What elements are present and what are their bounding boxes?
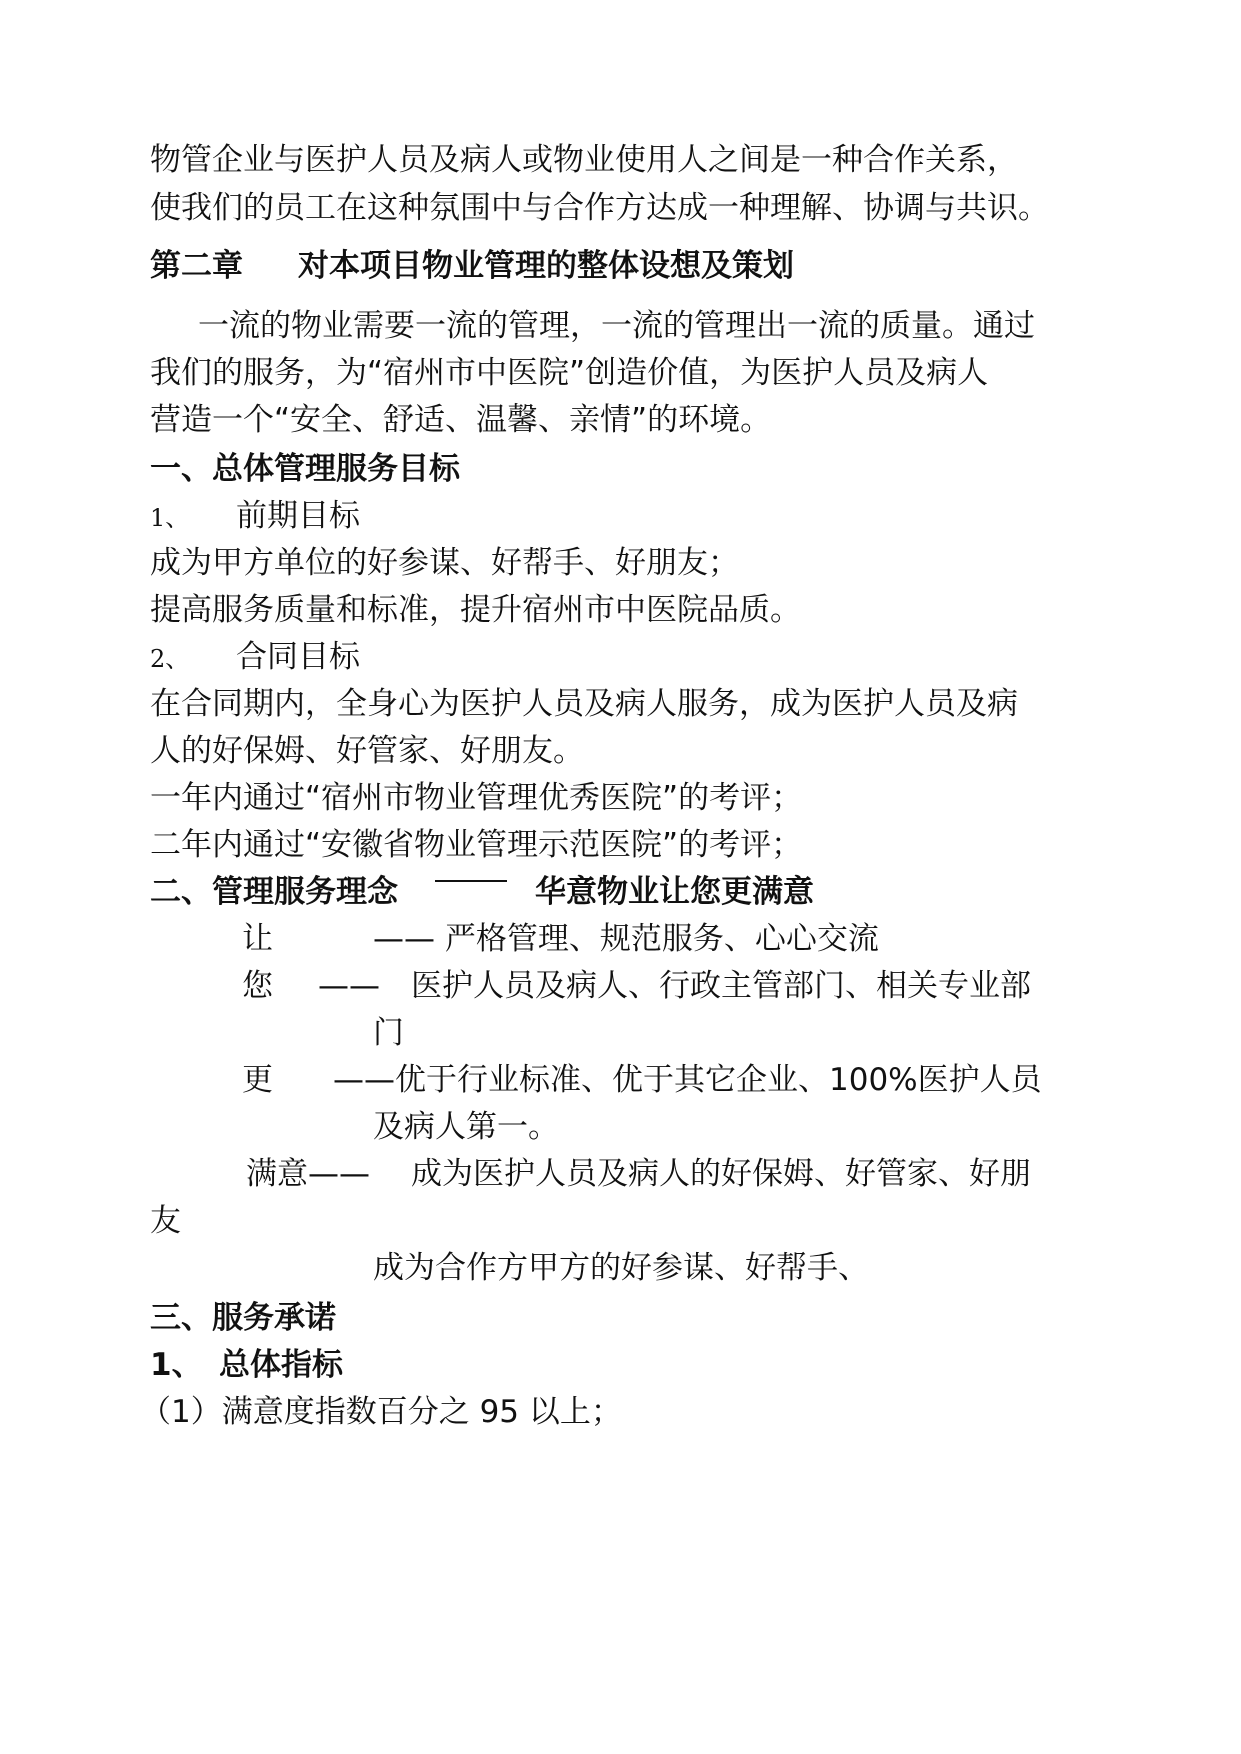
goal-line: 提高服务质量和标准，提升宿州市中医院品质。 [150,592,801,628]
concept-key: 让 [242,921,273,957]
goal-number: 1、 [150,504,190,532]
subsection-title: 总体指标 [219,1347,343,1383]
chapter-heading [150,240,1110,292]
concept-value: —— 严格管理、规范服务、心心交流 [373,921,879,957]
subsection-heading [150,1339,1110,1391]
goal-line: 人的好保姆、好管家、好朋友。 [150,733,584,769]
concept-value: 门 [373,1015,404,1051]
goal-line: 成为甲方单位的好参谋、好帮手、好朋友； [150,545,739,581]
goal-label: 前期目标 [236,498,360,534]
concept-value: 医护人员及病人、行政主管部门、相关专业部 [411,968,1031,1004]
intro-line: 我们的服务，为“宿州市中医院”创造价值，为医护人员及病人 [150,355,989,391]
dash-rule [435,880,507,882]
concept-value: 成为合作方甲方的好参谋、好帮手、 [373,1250,869,1286]
concept-value: 成为医护人员及病人的好保姆、好管家、好朋 [411,1156,1031,1192]
concept-value: 友 [150,1203,181,1239]
paragraph-line: 使我们的员工在这种氛围中与合作方达成一种理解、协调与共识。 [150,190,1049,226]
goal-line: 在合同期内，全身心为医护人员及病人服务，成为医护人员及病 [150,686,1018,722]
section-heading [150,866,1110,918]
concept-value: ——优于行业标准、优于其它企业、100%医护人员 [333,1062,1042,1098]
list-item: （1）满意度指数百分之 95 以上； [140,1394,622,1430]
goal-heading [150,631,1110,683]
goal-number: 2、 [150,645,190,673]
goal-heading [150,490,1110,542]
intro-line: 一流的物业需要一流的管理，一流的管理出一流的质量。通过 [198,308,1035,344]
subsection-number: 1、 [150,1347,203,1383]
paragraph-line: 物管企业与医护人员及病人或物业使用人之间是一种合作关系， [150,142,1018,178]
intro-line: 营造一个“安全、舒适、温馨、亲情”的环境。 [150,402,772,438]
section-slogan: 华意物业让您更满意 [535,874,814,910]
goal-label: 合同目标 [236,639,360,675]
concept-key: 满意—— [246,1156,370,1192]
section-heading: 三、服务承诺 [150,1300,336,1336]
concept-key: 更 [242,1062,273,1098]
concept-dash: —— [318,968,380,1004]
chapter-number: 第二章 [150,248,243,284]
chapter-title: 对本项目物业管理的整体设想及策划 [298,248,794,284]
goal-line: 一年内通过“宿州市物业管理优秀医院”的考评； [150,780,803,816]
section-title: 二、管理服务理念 [150,874,398,910]
concept-key: 您 [242,968,273,1004]
goal-line: 二年内通过“安徽省物业管理示范医院”的考评； [150,827,803,863]
section-heading: 一、总体管理服务目标 [150,451,460,487]
concept-value: 及病人第一。 [373,1109,559,1145]
